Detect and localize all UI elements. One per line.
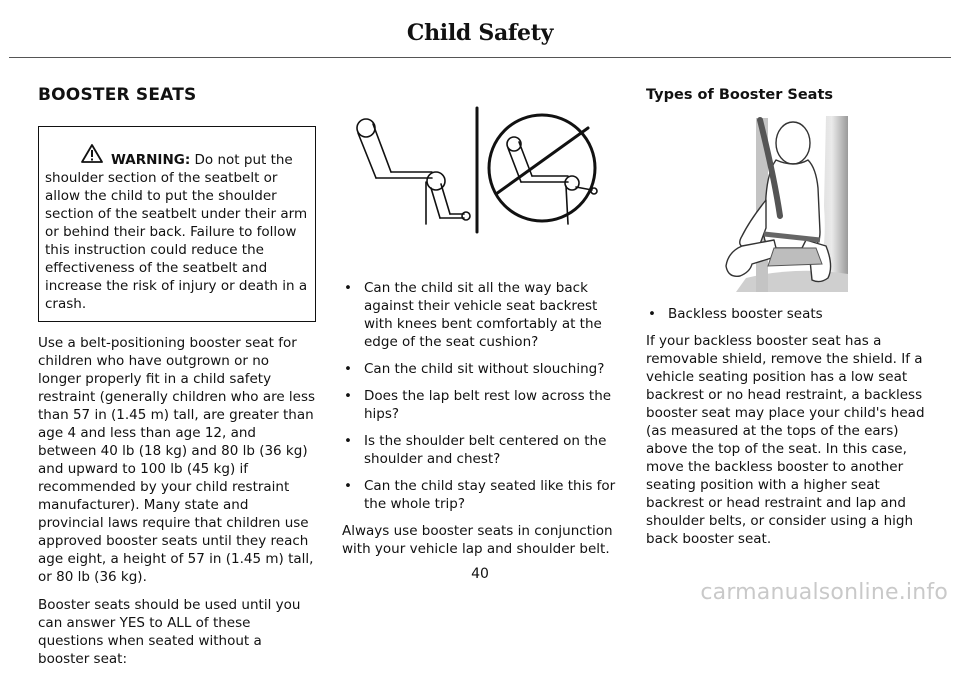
booster-usage-paragraph: Always use booster seats in conjunction with your vehicle lap and shoulder belt. [342, 523, 613, 557]
column-middle [342, 279, 622, 568]
seat-position-illustration [346, 106, 604, 236]
list-item: • Can the child sit all the way back against their vehicle seat backrest with knees bent comfortably at the edge of the seat cushion? [342, 279, 622, 351]
list-item: • Is the shoulder belt centered on the shoulder and chest? [342, 432, 622, 468]
header-divider [9, 57, 951, 58]
booster-types-title: Types of Booster Seats [646, 87, 834, 103]
page-title: Child Safety [406, 20, 554, 46]
warning-triangle-icon [81, 144, 103, 163]
column-right-body [646, 305, 926, 558]
warning-text: Do not put the shoulder section of the seatbelt or allow the child to put the shoulder section of the seatbelt under their arm or behind their back. Failure to follow this instruction could reduce the effectiveness of the seatbelt and increase the risk of injury or death in a crash. [45, 152, 308, 312]
warning-label: WARNING: [111, 152, 191, 168]
column-right [646, 86, 926, 104]
booster-type-list [646, 305, 926, 323]
list-item: • Does the lap belt rest low across the hips? [342, 387, 622, 423]
incorrect-seat-diagram [489, 115, 597, 224]
page-number: 40 [471, 566, 489, 582]
booster-intro-paragraph: Use a belt-positioning booster seat for children who have outgrown or no longer properly fit in a child safety restraint (generally children who are less than 57 in (1.45 m) tall, are greater than age 4 and less than age 12, and between 40 lb (18 kg) and 80 lb (36 kg) and upward to 100 lb (45 kg) if recommended by your child restraint manufacturer). Many state and provincial laws require that children use approved booster seats until they reach age eight, a height of 57 in (1.45 m) tall, or 80 lb (36 kg). [38, 335, 316, 585]
warning-box [38, 126, 316, 322]
column-left [38, 86, 316, 678]
backless-booster-paragraph: If your backless booster seat has a removable shield, remove the shield. If a vehicle seating position has a low seat backrest or no head restraint, a backless booster seat may place your child's head (as measured at the tops of the ears) above the top of the seat. In this case, move the backless booster to another seating position with a higher seat backrest or head restraint and lap and shoulder belts, or consider using a high back booster seat. [646, 333, 925, 547]
booster-questions-paragraph: Booster seats should be used until you can answer YES to ALL of these questions when seated without a booster seat: [38, 597, 301, 667]
booster-question-list [342, 279, 622, 513]
backless-booster-illustration [716, 116, 848, 292]
list-item: • Backless booster seats [646, 305, 926, 323]
section-title: BOOSTER SEATS [38, 85, 197, 105]
list-item: • Can the child stay seated like this for the whole trip? [342, 477, 622, 513]
watermark: carmanualsonline.info [700, 580, 948, 605]
warning-text-block [45, 151, 309, 313]
list-item: • Can the child sit without slouching? [342, 360, 622, 378]
correct-seat-diagram [357, 119, 470, 224]
